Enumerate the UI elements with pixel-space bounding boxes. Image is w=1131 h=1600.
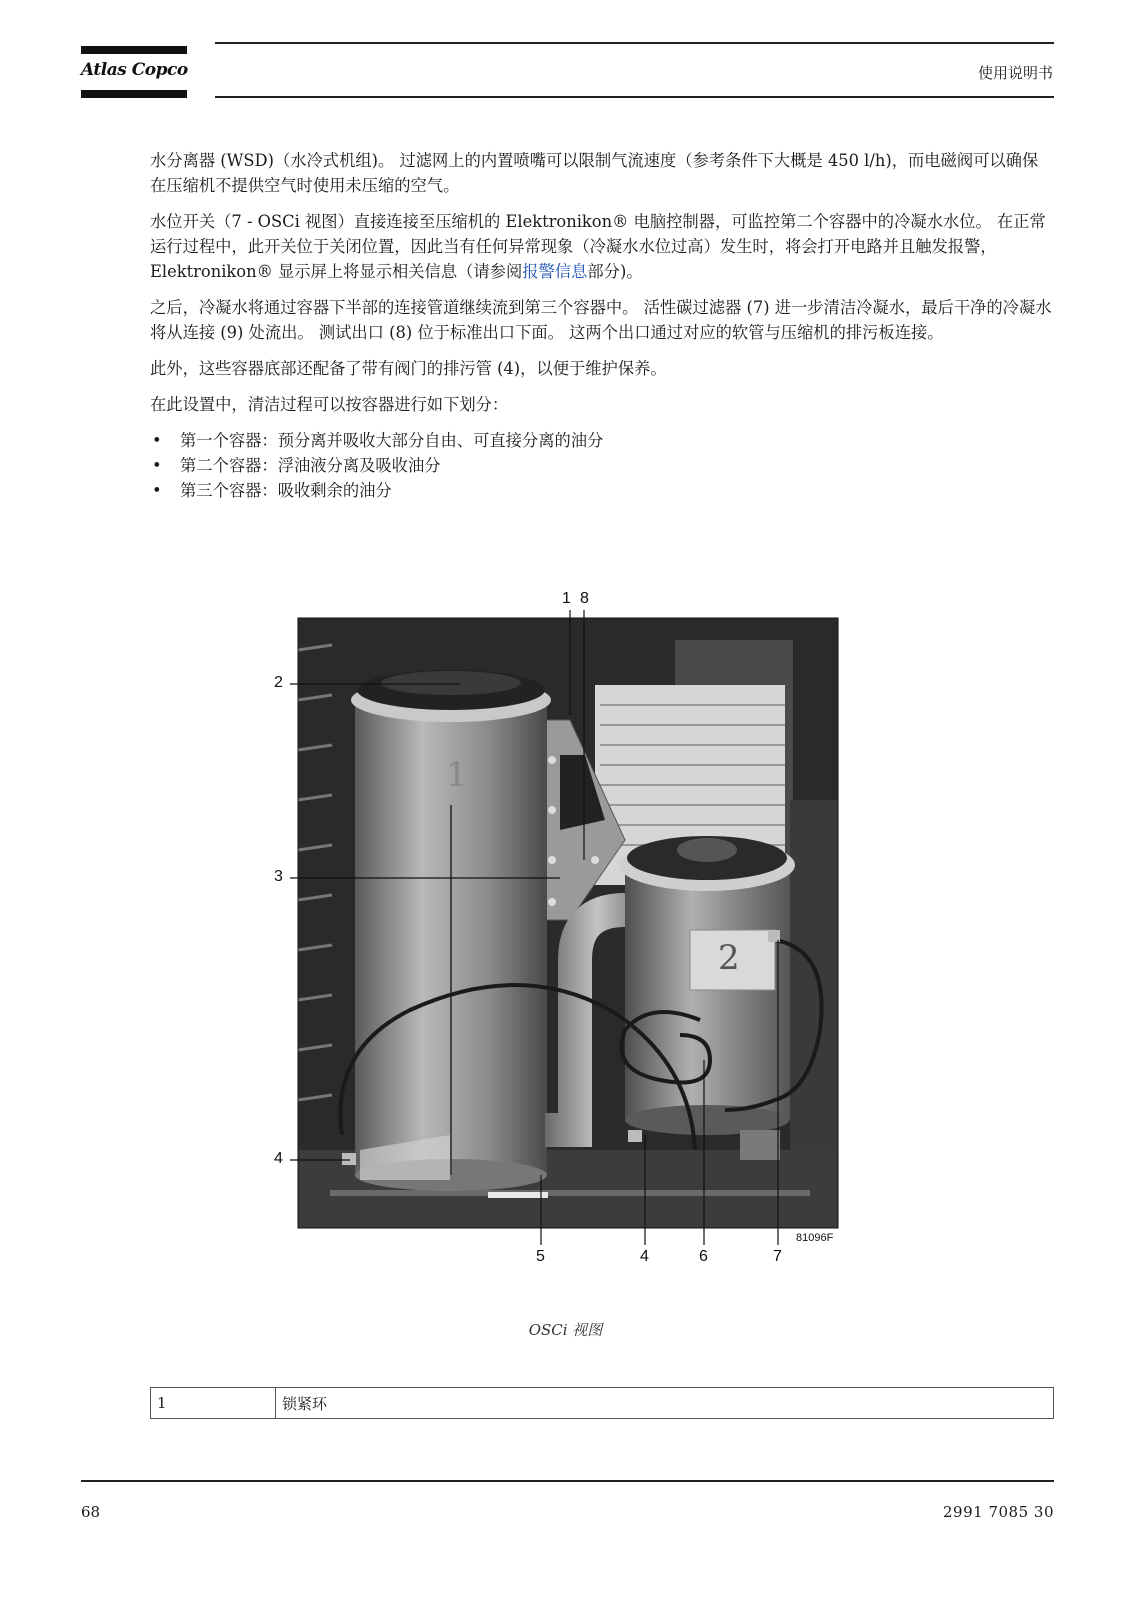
second-container-mark: 2 bbox=[718, 938, 740, 978]
callout-4-left: 4 bbox=[274, 1150, 283, 1167]
callout-7: 7 bbox=[773, 1248, 782, 1265]
second-container bbox=[619, 836, 795, 1160]
paragraph-cleaning-intro: 在此设置中，清洁过程可以按容器进行如下划分： bbox=[150, 395, 509, 414]
osci-view-figure bbox=[270, 590, 870, 1290]
figure-caption: OSCi 视图 bbox=[528, 1321, 603, 1339]
cleaning-stages-list bbox=[150, 428, 1054, 503]
logo-bottom-bar bbox=[81, 90, 187, 98]
paragraph-level-switch-tail: 部分)。 bbox=[587, 262, 643, 281]
logo-text: Atlas Copco bbox=[81, 60, 188, 80]
legend-table bbox=[150, 1387, 1054, 1419]
callout-3: 3 bbox=[274, 868, 283, 885]
paragraph-water-separator: 水分离器 (WSD)（水冷式机组)。 过滤网上的内置喷嘴可以限制气流速度（参考条件下大概是 450 l/h)，而电磁阀可以确保在压缩机不提供空气时使用未压缩的空气。 bbox=[150, 151, 1039, 195]
legend-name: 锁紧环 bbox=[276, 1388, 1054, 1419]
figure-code: 81096F bbox=[796, 1232, 834, 1244]
logo-top-bar bbox=[81, 46, 187, 54]
list-item: • 第一个容器：预分离并吸收大部分自由、可直接分离的油分 bbox=[150, 428, 1054, 453]
header-top-rule bbox=[215, 42, 1054, 44]
callout-5: 5 bbox=[536, 1248, 545, 1265]
paragraph-drain-pipe: 此外，这些容器底部还配备了带有阀门的排污管 (4)，以便于维护保养。 bbox=[150, 359, 667, 378]
callout-1: 1 bbox=[562, 590, 571, 607]
table-row bbox=[151, 1388, 1054, 1419]
floor-marker bbox=[488, 1192, 548, 1198]
header-bottom-rule bbox=[215, 96, 1054, 98]
list-item: • 第二个容器：浮油液分离及吸收油分 bbox=[150, 453, 1054, 478]
document-number: 2991 7085 30 bbox=[943, 1503, 1054, 1521]
atlas-copco-logo bbox=[81, 46, 187, 100]
page-number: 68 bbox=[81, 1503, 101, 1521]
paragraph-level-switch-text: 水位开关（7 - OSCi 视图）直接连接至压缩机的 Elektronikon® 电脑控制器，可监控第二个容器中的冷凝水水位。 在正常运行过程中，此开关位于关闭位置，因此当有任何异常现象（冷凝水水位过高）发生时，将会打开电路并且触发报警，Elektronikon® 显示屏上将显示相关信息（请参阅 bbox=[150, 212, 1046, 281]
paragraph-third-container: 之后，冷凝水将通过容器下半部的连接管道继续流到第三个容器中。 活性碳过滤器 (7) 进一步清洁冷凝水，最后干净的冷凝水将从连接 (9) 处流出。 测试出口 (8) 位于标准出口下面。 这两个出口通过对应的软管与压缩机的排污板连接。 bbox=[150, 298, 1052, 342]
callout-2: 2 bbox=[274, 674, 283, 691]
callout-6: 6 bbox=[699, 1248, 708, 1265]
main-content bbox=[150, 148, 1054, 503]
footer-rule bbox=[81, 1480, 1054, 1482]
first-container bbox=[351, 670, 551, 1191]
osci-illustration bbox=[270, 590, 870, 1290]
callout-4-bottom: 4 bbox=[640, 1248, 649, 1265]
legend-ref: 1 bbox=[151, 1388, 276, 1419]
list-item: • 第三个容器：吸收剩余的油分 bbox=[150, 478, 1054, 503]
paragraph-level-switch bbox=[150, 209, 1054, 284]
alarm-info-link[interactable]: 报警信息 bbox=[522, 262, 588, 281]
first-container-mark: 1 bbox=[446, 755, 468, 795]
document-title: 使用说明书 bbox=[977, 64, 1053, 82]
callout-8: 8 bbox=[580, 590, 589, 607]
